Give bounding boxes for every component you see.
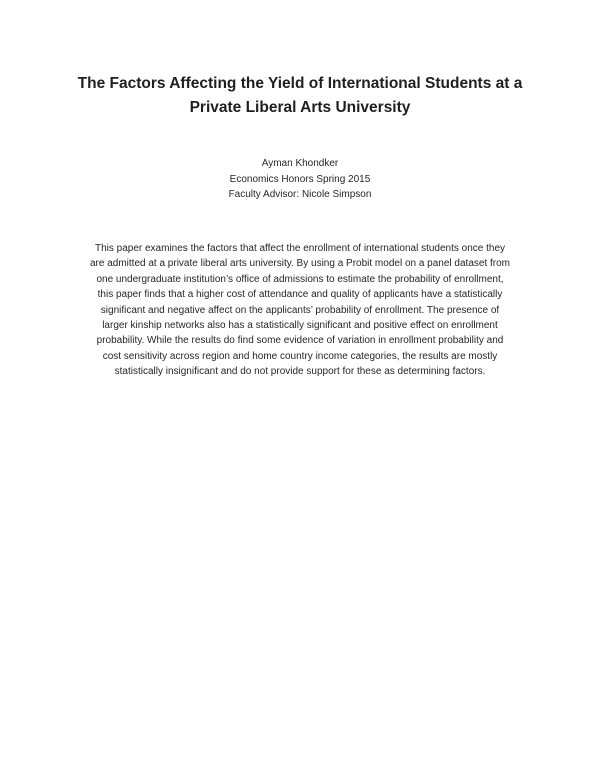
abstract-line: cost sensitivity across region and home country income categories, the results are mostly (102, 350, 498, 362)
abstract-line: this paper finds that a higher cost of attendance and quality of applicants have a statistically (97, 289, 503, 301)
abstract-line: statistically insignificant and do not provide support for these as determining factors. (114, 366, 486, 378)
author-program: Economics Honors Spring 2015 (229, 173, 371, 185)
abstract (60, 241, 540, 380)
author-info (100, 156, 500, 203)
paper-title (40, 72, 560, 120)
paper-title-line-2: Private Liberal Arts University (189, 99, 411, 116)
paper-title-line-1: The Factors Affecting the Yield of International Students at a (77, 75, 523, 92)
faculty-advisor: Faculty Advisor: Nicole Simpson (228, 189, 372, 200)
abstract-line: probability. While the results do find some evidence of variation in enrollment probability and (96, 335, 504, 347)
abstract-line: This paper examines the factors that affect the enrollment of international students once they (94, 243, 506, 254)
author-name: Ayman Khondker (261, 158, 339, 169)
abstract-line: are admitted at a private liberal arts university. By using a Probit model on a panel dataset from (89, 258, 511, 270)
abstract-line: larger kinship networks also has a statistically significant and positive effect on enrollment (102, 320, 498, 332)
abstract-line: one undergraduate institution’s office of admissions to estimate the probability of enrollment, (96, 273, 504, 285)
abstract-line: significant and negative affect on the applicants’ probability of enrollment. The presence of (100, 304, 500, 316)
